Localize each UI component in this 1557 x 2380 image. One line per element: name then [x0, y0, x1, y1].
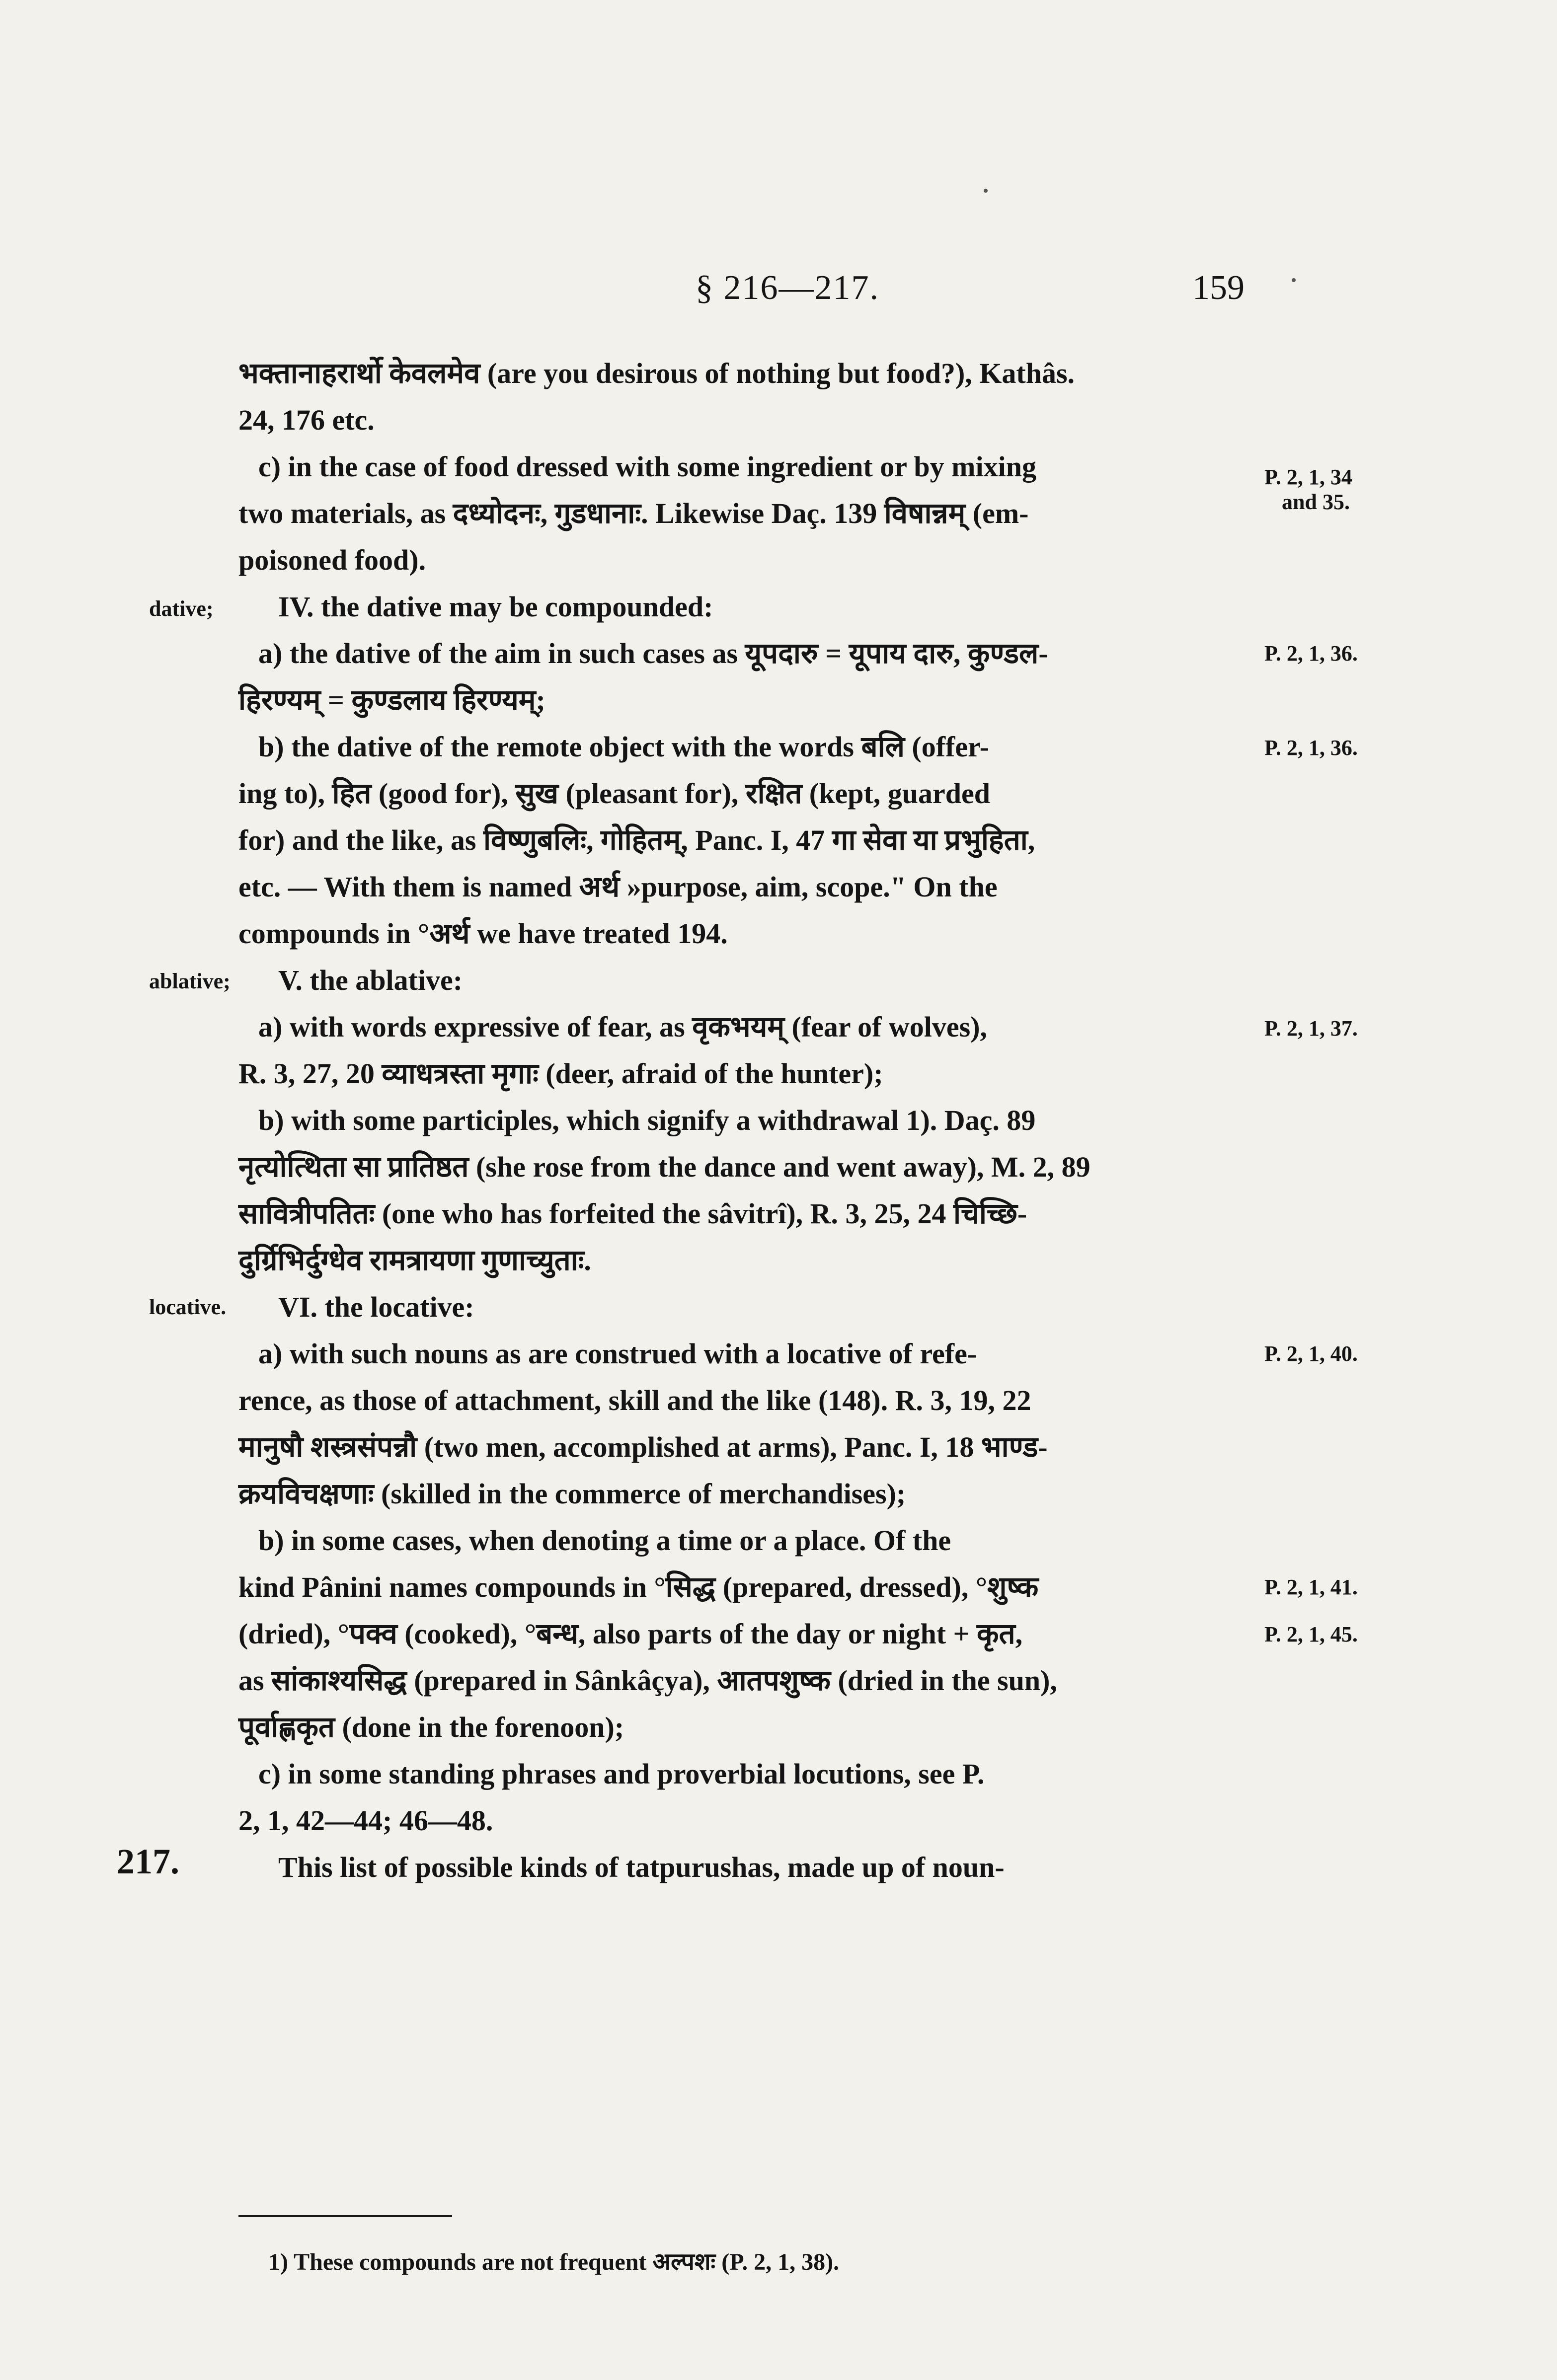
text-line: 24, 176 etc.	[238, 404, 375, 436]
footnote-rule	[238, 2215, 452, 2217]
text-line: b) with some participles, which signify a withdrawal 1). Daç. 89	[258, 1104, 1036, 1136]
text-line: a) with words expressive of fear, as वृकभयम् (fear of wolves),	[258, 1011, 988, 1043]
text-line: a) with such nouns as are construed with a locative of refe-	[258, 1338, 977, 1370]
text-line: हिरण्यम् = कुण्डलाय हिरण्यम्;	[238, 684, 545, 716]
running-header	[0, 268, 1557, 313]
text-line: ing to), हित (good for), सुख (pleasant for), रक्षित (kept, guarded	[238, 777, 990, 810]
margin-ref: P. 2, 1, 36.	[1264, 641, 1358, 666]
text-line: for) and the like, as विष्णुबलिः, गोहितम्, Panc. I, 47 गा सेवा या प्रभुहिता,	[238, 824, 1035, 856]
scan-speck	[984, 189, 988, 193]
text-line: (dried), °पक्व (cooked), °बन्ध, also parts of the day or night + कृत,	[238, 1618, 1023, 1650]
margin-note-dative: dative;	[149, 596, 214, 621]
text-line: भक्तानाहरार्थो केवलमेव (are you desirous of nothing but food?), Kathâs.	[238, 357, 1075, 389]
text-line: V. the ablative:	[278, 964, 463, 996]
text-line: पूर्वाह्णकृत (done in the forenoon);	[238, 1711, 624, 1743]
margin-ref: P. 2, 1, 40.	[1264, 1341, 1358, 1366]
text-line: c) in the case of food dressed with some ingredient or by mixing	[258, 450, 1036, 483]
text-line: सावित्रीपतितः (one who has forfeited the sâvitrî), R. 3, 25, 24 चिच्छि-	[238, 1197, 1027, 1230]
text-line: compounds in °अर्थ we have treated 194.	[238, 917, 728, 950]
footnote: 1) These compounds are not frequent अल्पशः (P. 2, 1, 38).	[268, 2249, 840, 2275]
text-line: This list of possible kinds of tatpurushas, made up of noun-	[278, 1851, 1005, 1883]
text-line: मानुषौ शस्त्रसंपन्नौ (two men, accomplished at arms), Panc. I, 18 भाण्ड-	[238, 1431, 1048, 1463]
text-line: two materials, as दध्योदनः, गुडधानाः. Likewise Daç. 139 विषान्नम् (em-	[238, 497, 1029, 529]
text-line: kind Pânini names compounds in °सिद्ध (prepared, dressed), °शुष्क	[238, 1571, 1039, 1603]
text-line: IV. the dative may be compounded:	[278, 591, 713, 623]
margin-note-locative: locative.	[149, 1295, 227, 1319]
margin-ref: and 35.	[1282, 490, 1350, 514]
section-number: 217.	[117, 1842, 179, 1881]
margin-ref: P. 2, 1, 36.	[1264, 736, 1358, 760]
margin-note-ablative: ablative;	[149, 969, 231, 993]
text-line: 2, 1, 42—44; 46—48.	[238, 1804, 493, 1837]
margin-ref: P. 2, 1, 34	[1264, 465, 1352, 489]
text-line: दुर्ग्रिभिर्दुग्धेव रामत्रायणा गुणाच्युताः.	[238, 1244, 591, 1276]
body-text	[238, 350, 1232, 1891]
section-range: § 216—217.	[696, 269, 879, 307]
text-line: नृत्योत्थिता सा प्रातिष्ठत (she rose from the dance and went away), M. 2, 89	[238, 1151, 1090, 1183]
text-line: etc. — With them is named अर्थ »purpose, aim, scope." On the	[238, 871, 998, 903]
text-line: a) the dative of the aim in such cases as यूपदारु = यूपाय दारु, कुण्डल-	[258, 637, 1048, 669]
text-line: poisoned food).	[238, 544, 426, 576]
text-line: b) in some cases, when denoting a time or a place. Of the	[258, 1524, 951, 1557]
text-line: c) in some standing phrases and proverbial locutions, see P.	[258, 1758, 985, 1790]
scan-speck	[1292, 278, 1296, 282]
margin-ref: P. 2, 1, 37.	[1264, 1016, 1358, 1041]
text-line: as सांकाश्यसिद्ध (prepared in Sânkâçya), आतपशुष्क (dried in the sun),	[238, 1664, 1057, 1697]
text-line: क्रयविचक्षणाः (skilled in the commerce of merchandises);	[238, 1478, 906, 1510]
margin-ref: P. 2, 1, 41.	[1264, 1575, 1358, 1599]
text-line: rence, as those of attachment, skill and the like (148). R. 3, 19, 22	[238, 1384, 1031, 1416]
text-line: R. 3, 27, 20 व्याधत्रस्ता मृगाः (deer, afraid of the hunter);	[238, 1057, 883, 1090]
page-number: 159	[1192, 269, 1245, 307]
margin-ref: P. 2, 1, 45.	[1264, 1622, 1358, 1646]
text-line: b) the dative of the remote object with the words बलि (offer-	[258, 731, 990, 763]
text-line: VI. the locative:	[278, 1291, 474, 1323]
